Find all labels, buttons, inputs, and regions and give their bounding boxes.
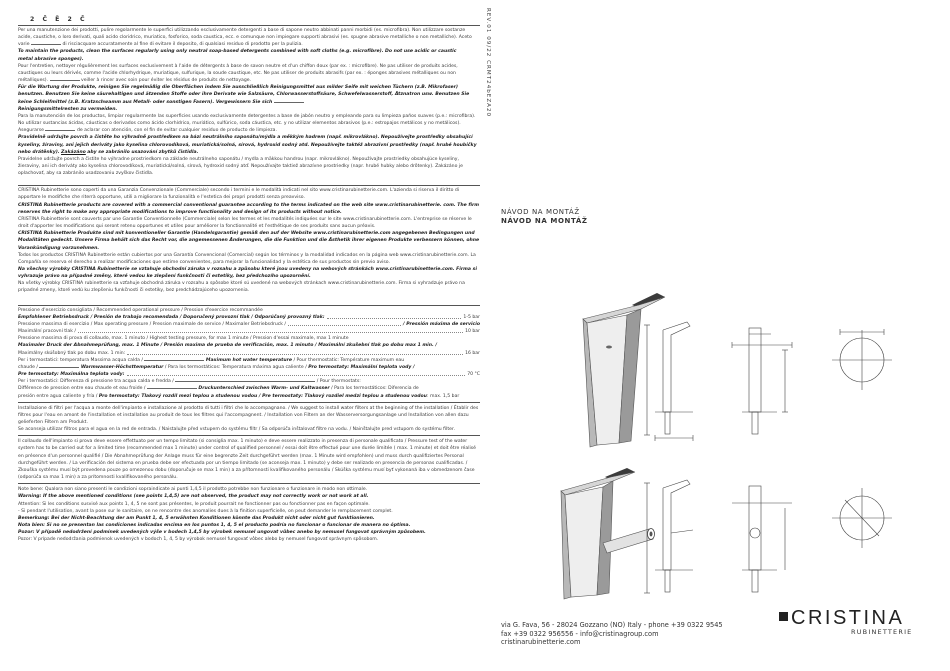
technical-drawing-bidet-side — [727, 478, 797, 603]
logo-square-icon — [779, 612, 788, 621]
guarantee-cz: Na všechny výrobky CRISTINA Rubinetterie se vztahuje obchodní záruka v rozsahu a způsobu které jsou uvedeny na webových stránkách www.cristinarubinetterie.com. Firma si vyhrazuje právo na případné změny, které vedou ke zlepšení funkčnosti či estetiky, bez předchozího upozornění. — [18, 267, 477, 280]
divider — [18, 25, 480, 26]
header-symbols: 2 Č Ě 2 Č — [30, 16, 88, 23]
divider — [18, 305, 480, 306]
care-es: Para la manutención de los productos, limpiar regularmente las superficies usando exclusivamente detergentes a base de jabón neutro y empleando para su limpieza paños suaves (p.e.: microfibra). No utilizar sustancias ácidas, cáusticas o derivados como ácido clorhídrico, muriático, sulfúrico, soda cáustica, etc. y no utilizar elementos abrasivos (p.e.: estropajos metálicos y no metálicos). Asegurarse — [18, 113, 476, 134]
fax-email: fax +39 0322 956556 - info@cristinagroup.com — [501, 629, 659, 638]
website[interactable]: cristinarubinetterie.com — [501, 638, 581, 647]
contact-info — [501, 621, 723, 647]
care-it: Per una manutenzione dei prodotti, pulire regolarmente le superfici utilizzando esclusivamente detergenti a base di sapone neutro abbinati panni morbidi (es. microfibra). Non utilizzare sostanze acide, caustiche, o loro derivati, quali acido cloridrico, muriatico, fosforico, soda caustica, ecc. e comunque non impiegare supporti abrasivi (es. spugne abrasive metalliche o non metalliche). Aceto varie — [18, 28, 472, 48]
revision-code: REV.01 09/22 CRMT24bEZA20 — [485, 8, 491, 118]
care-fr: Pour l'entretien, nettoyer régulièrement les surfaces exclusivement à l'aide de détergents à base de savon neutre et d'un chiffon doux (par ex. : microfibre). Ne pas utiliser de produits acides, caustiques ou leurs dérivés, comme l'acide chlorhydrique, muriatique, sulfurique, la soude caustique, etc. Ne pas utiliser de produits abrasifs (par ex. : éponges abrasives métalliques ou non métalliques). — [18, 63, 458, 84]
spec-filters: Installazione di filtri per l'acqua a monte dell'impianto e installazione al prodotto di tutti i filtri che lo accompagnano. / We suggest to install water filters at the beginning of the installation / Établir des filtres pour l'eau en amont de l'installation et installation au produit de tous les filtres qui l'accompagnent. / Installation von Filtern an der Wasserversorgungsanlage und Installation von allen dazu gelieferten Filtern am Produkt. — [18, 405, 479, 425]
guarantee-en: CRISTINA Rubinetterie products are covered with a commercial conventional guarantee according to the terms indicated on the web site www.cristinarubinetterie. com. The firm reserves the right to make any appropriate modifications to improve functionality and design of its products without notice. — [18, 202, 480, 215]
care-en: To maintain the products, clean the surfaces regularly using only neutral soap-based detergents combined with soft cloths (e.g. microfibre). Do not use acidic or caustic — [18, 49, 457, 55]
guarantee-fr: CRISTINA Rubinetterie sont couverts par une Garantie Conventionnelle (Commerciale) selon les termes et les modalités indiquées sur le site www.cristinarubinetterie.com. L'entreprise se réserve le droit d'apporter les modifications qui seront retenu opportunes et utiles pour améliorer la fonctionnalité et l'esthétique de ses produits sans aucun préavis. — [18, 216, 472, 230]
technical-drawing-side — [727, 320, 797, 445]
spec-testing: Il collaudo dell'impianto si prova deve essere effettuato per un tempo limitato (si consiglia max. 1 minuto) e deve essere realizzato in presenza di personale qualificato / Pressure test of the water system has to be carried out for a limited time (recommended max 1 minute) under control of qualified personnel / essai doit être effectué pour une durée limitée ( max. 1 minute) et doit être réalisé en présence d'un personnel qualifié / Die Abnahmeprüfung der Anlage muss für eine begrenzte Zeit durchgeführt werden (max. 1 Minute wird empfohlen) und muss durch qualifiziertes Personal durchgeführt werden. / La verificación del sistema en prueba debe ser efectuada por un tiempo limitado (se aconseja max. 1 minuto) y debe ser realizado en presencia de personas cualificadas. / Zkouška systému musí být provedena pouze po omezenou dobu (doporučuje se max 1 min) a za přítomnosti kvalifikovaného personálu / Skúška systému musí byť vykonaná iba v obmedzenom čase (odporúča sa max 1 min) a za prítomnosti kvalifikovaného personálu. — [18, 439, 476, 481]
brand-logo: CRISTINA RUBINETTERIE — [779, 607, 913, 636]
care-de: Für die Wartung der Produkte, reinigen Sie regelmäßig die Oberflächen indem Sie ausschließlich Reinigungsmittel aus milder Seife mit weichen Tüchern (z.B. Mikrofaser) benutzen. Benutzen Sie keine säurehaltigen und ätzenden Stoffe oder ihre Derivate wie Salzsäure, Chlorwasserstoffsäure, Schwefelwasserstoff, Ätznatron usw. Benutzen Sie keine Schleifmittel (z.B. Kratzschwamm aus Metall- oder sonstigen Fasern). Vergewissern Sie sich — [18, 85, 470, 105]
guarantee-de: CRISTINA Rubinetterie Produkte sind mit konventioneller Garantie (Handelsgarantie) gemäß den auf der Website www.cristinarubinetterie.com angegebenen Bedingungen und Modalitäten gedeckt. Unsere Firma behält sich das Recht vor, die angemessenen Änderungen, die die Funktion und die Ästhetik ihrer eigenen Produkte verbessern können, ohne Vorankündigung vorzunehmen. — [18, 231, 480, 251]
spec-pressure-value: 1-5 bar — [463, 314, 480, 320]
guarantee-es: Todos los productos CRISTINA Rubinetterie están cubiertos por una Garantía Convencional (Comercial) según los términos y la modalidad indicados en la página web www.cristinarubinetterie.com. La Compañía se reserva el derecho a realizar modificaciones que estime convenientes, para mejorar la funcionalidad y la estética de sus productos sin previo aviso. — [18, 252, 476, 265]
technical-drawing-bidet-front — [635, 478, 700, 603]
care-section: Per una manutenzione dei prodotti, pulire regolarmente le superfici utilizzando esclusivamente detergenti a base di sapone neutro abbinati panni morbidi (es. microfibra). Non utilizzare sostanze acide, caustiche, o loro derivati, quali acido cloridrico, muriatico, fosforico, soda caustica, ecc. e comunque non impiegare supporti abrasivi (es. spugne abrasive metalliche o non metalliche). Aceto varie di risciacquare accuratamente al fine di evitare il deposito, di qualsiasi residuo di prodotto per la pulizia. To maintain the products, clean the surfaces regularly using only neutral soap-based detergents combined with soft cloths (e.g. microfibre). Do not use acidic or caustic metal abrasive sponges). Pour l'entretien, nettoyer régulièrement les surfaces exclusivement à l'aide de détergents à base de savon neutre et d'un chiffon doux (par ex. : microfibre). Ne pas utiliser de produits acides, caustiques ou leurs dérivés, comme l'acide chlorhydrique, muriatique, sulfurique, la soude caustique, etc. Ne pas utiliser de produits abrasifs (par ex. : éponges abrasives métalliques ou non métalliques). veiller à rincer avec soin pour éviter les résidus de produits de nettoyage. Für die Wartung der Produkte, reinigen Sie regelmäßig die Oberflächen indem Sie ausschließlich Reinigungsmittel aus milder Seife mit weichen Tüchern (z.B. Mikrofaser) benutzen. Benutzen Sie keine säurehaltigen und ätzenden Stoffe oder ihre Derivate wie Salzsäure, Chlorwasserstoffsäure, Schwefelwasserstoff, Ätznatron usw. Benutzen Sie keine Schleifmittel (z.B. Kratzschwamm aus Metall- oder sonstigen Fasern). Vergewissern Sie sich Reinigungsmittelresten zu vermeiden. Para la manutención de los productos, limpiar regularmente las superficies usando exclusivamente detergentes a base de jabón neutro y empleando para su limpieza paños suaves (p.e.: microfibra). No utilizar sustancias ácidas, cáusticas o derivados como ácido clorhídrico, muriático, sulfúrico, soda cáustica, etc. y no utilizar elementos abrasivos (p.e.: estropajos metálicos y no metálicos). Asegurarse de aclarar con atención, con el fin de evitar cualquier residuo de producto de limpieza. Pravidelně udržujte povrch a čistěte ho výhradně prostředkem na bázi neutrálního saponátu/mýdla a měkkým hadrem (např. mikrovlákno). Nepoužívejte prostředky obsahující kyseliny, žíraviny, ani jejich deriváty jako kyselina chlorovodíková, muriatická/solná, sírová, hydroxid sodný atd. Nepoužívejte taktéž abrazivní prostředky (např. hrubé houbičky nebo drátěnky). Zakázáno aby se zabránilo usazování zbytků čistidla. Pravidelne udržujte povrch a čistite ho výhradne prostriedkom na základe neutrálneho saponátu / mydla a mäkkou handrou (napr. mikrovlákno). Nepoužívajte prostriedky obsahujúce kyseliny, žieraviny, ani ich deriváty ako kyselina chlorovodíková, muriatická/solná, sírová, hydroxid sodný atď. Nepoužívajte taktiež abrazívne prostriedky (napr. hrubé hubky alebo drôtenky). Zakázáno je oplachovať, aby sa zabránilo usadzovaniu zvyškov čistidla. — [18, 28, 477, 177]
specs-section: Pressione d'esercizio consigliata / Recommended operational pressure / Pression d'exercice recommandée Empfohlener Betriebsdruck / Presión de trabajo recomendada / Doporučený provozní tlak / Odporúčaný provozný tlak: 1-5 bar Pressione massima di esercizio / Max operating pressure / Pression maximale de service / Maximaler Betriebsdruck / / Pressión máxima de servicio Maximální pracovní tlak / 10 bar Pressione massima di prova di collaudo, max. 1 minuto / Highest testing pressure, for max 1 minute / Pression d'essai maximale, max 1 minute Maximaler Druck der Abnahmeprüfung, max. 1 Minute / Presión maxima de prueba de verificación, max. 1 minuto / Maximální zkušební tlak po dobu max 1 min. / Maximálny skúšobný tlak po dobu max. 1 min: 16 bar Per i termostatici: temperatura Massima acqua calda / Maximum hot water temperature / Pour thermostatic: Température maximum eau chaude / Warmwasser-Höchsttemperatur / Para los termostáticos: Temperatura máxima agua caliente / Pro termostaty: Maximální teplota vody / Pre termostaty: Maximálna teplota vody: 70 °C Per i termostatici: Differenza di pressione tra acqua calda e fredda / / Pour thermostats: Différence de pression entre eau chaude et eau froide / Druckunterschied zwischen Warm- und Kaltwasser / Para los termostáticos: Diferencia de presión entre agua caliente y fría / Pro termostaty: Tlakový rozdíl mezi teplou a studenou vodou / Pre termostaty: Tlakový rozdiel medzi teplou a studenou vodou: max. 1,5 bar Installazione di filtri per l'acqua a monte dell'impianto e installazione al prodotto di tutti i filtri che lo accompagnano. / We suggest to install water filters at the beginning of the installation / Établir des filtres pour l'eau en amont de l'installation et installation au produit de tous les filtres qui l'accompagnent. / Installation von Filtern an der Wasserversorgungsanlage und Installation von allen dazu gelieferten Filtern am Produkt. Se aconseja utilizar filtros para el agua en la red de entrada. / Naistalujte před vstupem do systému filtr / Sa odporúča inštalovať filtre na vodu. / Nainštalujte pred vstupom do systému filter. Il collaudo dell'impianto si prova deve essere effettuato per un tempo limitato (si consiglia max. 1 minuto) e deve essere realizzato in presenza di personale qualificato / Pressure test of the water system has to be carried out for a limited time (recommended max 1 minute) under control of qualified personnel / essai doit être effectué pour une durée limitée ( max. 1 minute) et doit être réalisé en présence d'un personnel qualifié / Die Abnahmeprüfung der Anlage muss für eine begrenzte Zeit durchgeführt werden (max. 1 Minute wird empfohlen) und muss durch qualifiziertes Personal durchgeführt werden. / La verificación del sistema en prueba debe ser efectuada por un tiempo limitado (se aconseja max. 1 minuto) y debe ser realizado en presencia de personas cualificadas. / Zkouška systému musí být provedena pouze po omezenou dobu (doporučuje se max 1 min) a za přítomnosti kvalifikovaného personálu / Skúška systému musí byť vykonaná iba v obmedzenom čase (odporúča sa max 1 min) a za prítomnosti kvalifikovaného personálu. Note bene: Qualora non siano presenti le condizioni sopraindicate ai punti 1,4,5 il prodotto potrebbe non funzionare o funzionare in modo non ottimale. Warning: If the above mentioned conditions (see points 1,4,5) are not observed, the product may not correctly work or not work at all. Attention: Si les conditions susvisé aux points 1, 4, 5 ne sont pas présentes, le produit pourrait ne fonctionner pas ou fonctionner pas en façon optimale. - Si pendant l'utilisation, avant la pose sur le sanitaire, on ne rencontre des anomalies dues à la finition superficielle, on peut demander le remplacement complet. Bemerkung: Bei der Nicht-Beachtung der am Punkt 1, 4, 5 erwähnten Konditionen könnte das Produkt nicht oder nicht gut funktionieren. Nota bien: Si no se presentan las condiciones indicadas encima en los puntos 1, 4, 5 el producto podría no funcionar o funcionar de manera no óptima. Pozor: V případě nedodržení podmínek uvedených výše v bodech 1,4,5 by výrobek nemusel ungovat vůbec anebo by nemusel fungovat správným způsobem. Pozor: V prípade nedodržania podmienok uvedených v bodoch 1, 4, 5 by výrobok nemusel fungovať vôbec alebo by nemusel fungovať správnym spôsobom. — [18, 307, 480, 543]
spec-temp-value: 70 °C — [467, 372, 480, 378]
guarantee-it: CRISTINA Rubinetterie sono coperti da una Garanzia Convenzionale (Commerciale) secondo i termini e le modalità indicati nel sito www.cristinarubinetterie.com. L'azienda si riserva il diritto di apportare le modifiche che riterrà opportune, utili a migliorare la funzionalità e l'estetica dei propri prodotti senza preavviso. — [18, 188, 460, 201]
spec-max-pressure-value: 10 bar — [465, 329, 480, 335]
technical-drawing-bidet-top — [827, 478, 897, 558]
blank-line — [31, 41, 61, 45]
care-sk: Pravidelne udržujte povrch a čistite ho výhradne prostriedkom na základe neutrálneho saponátu / mydla a mäkkou handrou (napr. mikrovlákno). Nepoužívajte prostriedky obsahujúce kyseliny, žieraviny, ani ich deriváty ako kyselina chlorovodíková, muriatická/solná, sírová, hydroxid sodný atď. Nepoužívajte taktiež abrazívne prostriedky (napr. hrubé hubky alebo drôtenky). Zakázáno je oplachovať, aby sa zabránilo usadzovaniu zvyškov čistidla. — [18, 156, 463, 177]
guarantee-sk: Na všetky výrobky CRISTINA rubinetterie sa vzťahuje obchodná záruka v rozsahu a spôsobe ktoré sú uvedené na webových stránkach www.cristinarubinetterie.com. Firma si vyhradzuje právo na prípadné zmeny, ktoré vedú ku zlepšeniu funkčnosti či estetiky, bez predchádzajúceho upozornenia. — [18, 281, 465, 294]
left-column — [18, 12, 480, 662]
instruction-title: NÁVOD NA MONTÁŽ NÁVOD NA MONTÁŽ — [501, 208, 588, 225]
divider — [18, 185, 480, 186]
care-cz: Pravidelně udržujte povrch a čistěte ho výhradně prostředkem na bázi neutrálního saponátu/mýdla a měkkým hadrem (např. mikrovlákno). Nepoužívejte prostředky obsahující kyseliny, žíraviny, ani jejich deriváty jako kyselina chlorovodíková, muriatická/solná, sírová, hydroxid sodný atd. Nepoužívejte taktéž abrazivní prostředky (např. hrubé houbičky nebo drátěnky). — [18, 135, 477, 155]
technical-drawing-front — [635, 320, 700, 445]
spec-test-pressure-value: 16 bar — [465, 350, 480, 356]
right-column — [497, 0, 950, 671]
technical-drawing-top — [827, 320, 897, 400]
address: via G. Fava, 56 - 28024 Gozzano (NO) Italy - phone +39 0322 9545 — [501, 621, 723, 629]
guarantee-section — [18, 187, 480, 294]
